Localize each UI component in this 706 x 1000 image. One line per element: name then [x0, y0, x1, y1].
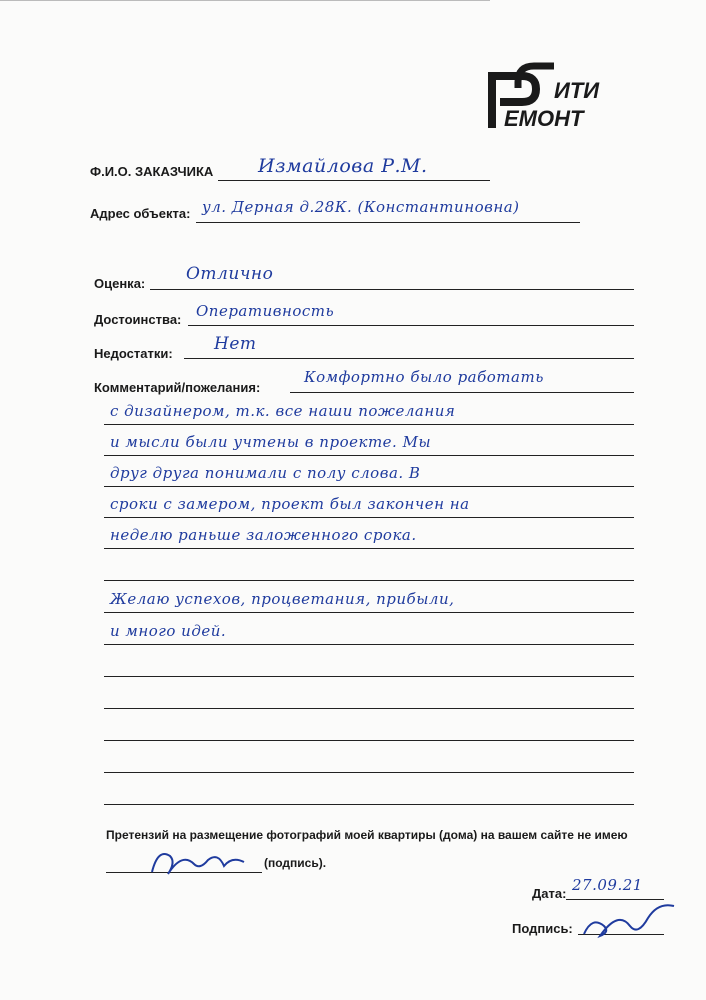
comment-rule-9 [104, 676, 634, 677]
comment-rule-12 [104, 772, 634, 773]
address-value[interactable]: ул. Дерная д.28К. (Константиновна) [202, 198, 520, 216]
pros-value[interactable]: Оперативность [196, 302, 335, 320]
comment-rule-2 [104, 455, 634, 456]
signature-mark[interactable] [578, 896, 682, 940]
comment-rule-7 [104, 612, 634, 613]
pros-label: Достоинства: [94, 312, 182, 327]
date-value[interactable]: 27.09.21 [572, 876, 643, 894]
comment-rule-6 [104, 580, 634, 581]
consent-signature[interactable] [148, 842, 258, 882]
logo-text-bottom: ЕМОНТ [504, 106, 584, 131]
comment-line-8[interactable]: и много идей. [110, 622, 227, 640]
rating-value[interactable]: Отлично [186, 264, 274, 284]
rating-rule [150, 289, 634, 290]
logo-text-top: ИТИ [554, 78, 600, 103]
comment-rule-0 [290, 392, 634, 393]
cons-rule [184, 358, 634, 359]
address-label: Адрес объекта: [90, 206, 191, 221]
pros-rule [188, 325, 634, 326]
comment-rule-13 [104, 804, 634, 805]
comments-label: Комментарий/пожелания: [94, 380, 261, 395]
comment-line-0[interactable]: Комфортно было работать [304, 368, 544, 386]
customer-value[interactable]: Измайлова Р.М. [258, 155, 428, 177]
comment-line-7[interactable]: Желаю успехов, процветания, прибыли, [110, 590, 455, 608]
comment-line-4[interactable]: сроки с замером, проект был закончен на [110, 495, 470, 513]
cons-label: Недостатки: [94, 346, 173, 361]
consent-signature-note: (подпись). [264, 856, 327, 870]
customer-rule [218, 180, 490, 181]
comment-rule-1 [104, 424, 634, 425]
consent-text: Претензий на размещение фотографий моей квартиры (дома) на вашем сайте не имею [106, 828, 628, 842]
comment-line-5[interactable]: неделю раньше заложенного срока. [110, 526, 417, 544]
rating-label: Оценка: [94, 276, 146, 291]
comment-rule-5 [104, 548, 634, 549]
cons-value[interactable]: Нет [214, 334, 257, 354]
comment-rule-11 [104, 740, 634, 741]
comment-rule-8 [104, 644, 634, 645]
comment-rule-4 [104, 517, 634, 518]
comment-rule-3 [104, 486, 634, 487]
address-rule [196, 222, 580, 223]
comment-line-2[interactable]: и мысли были учтены в проекте. Мы [110, 433, 432, 451]
company-logo [484, 58, 614, 138]
comment-line-3[interactable]: друг друга понимали с полу слова. В [110, 464, 421, 482]
scan-edge [0, 0, 490, 5]
signature-label: Подпись: [512, 921, 573, 936]
comment-rule-10 [104, 708, 634, 709]
customer-label: Ф.И.О. ЗАКАЗЧИКА [90, 164, 214, 179]
date-label: Дата: [532, 886, 567, 901]
comment-line-1[interactable]: с дизайнером, т.к. все наши пожелания [110, 402, 456, 420]
